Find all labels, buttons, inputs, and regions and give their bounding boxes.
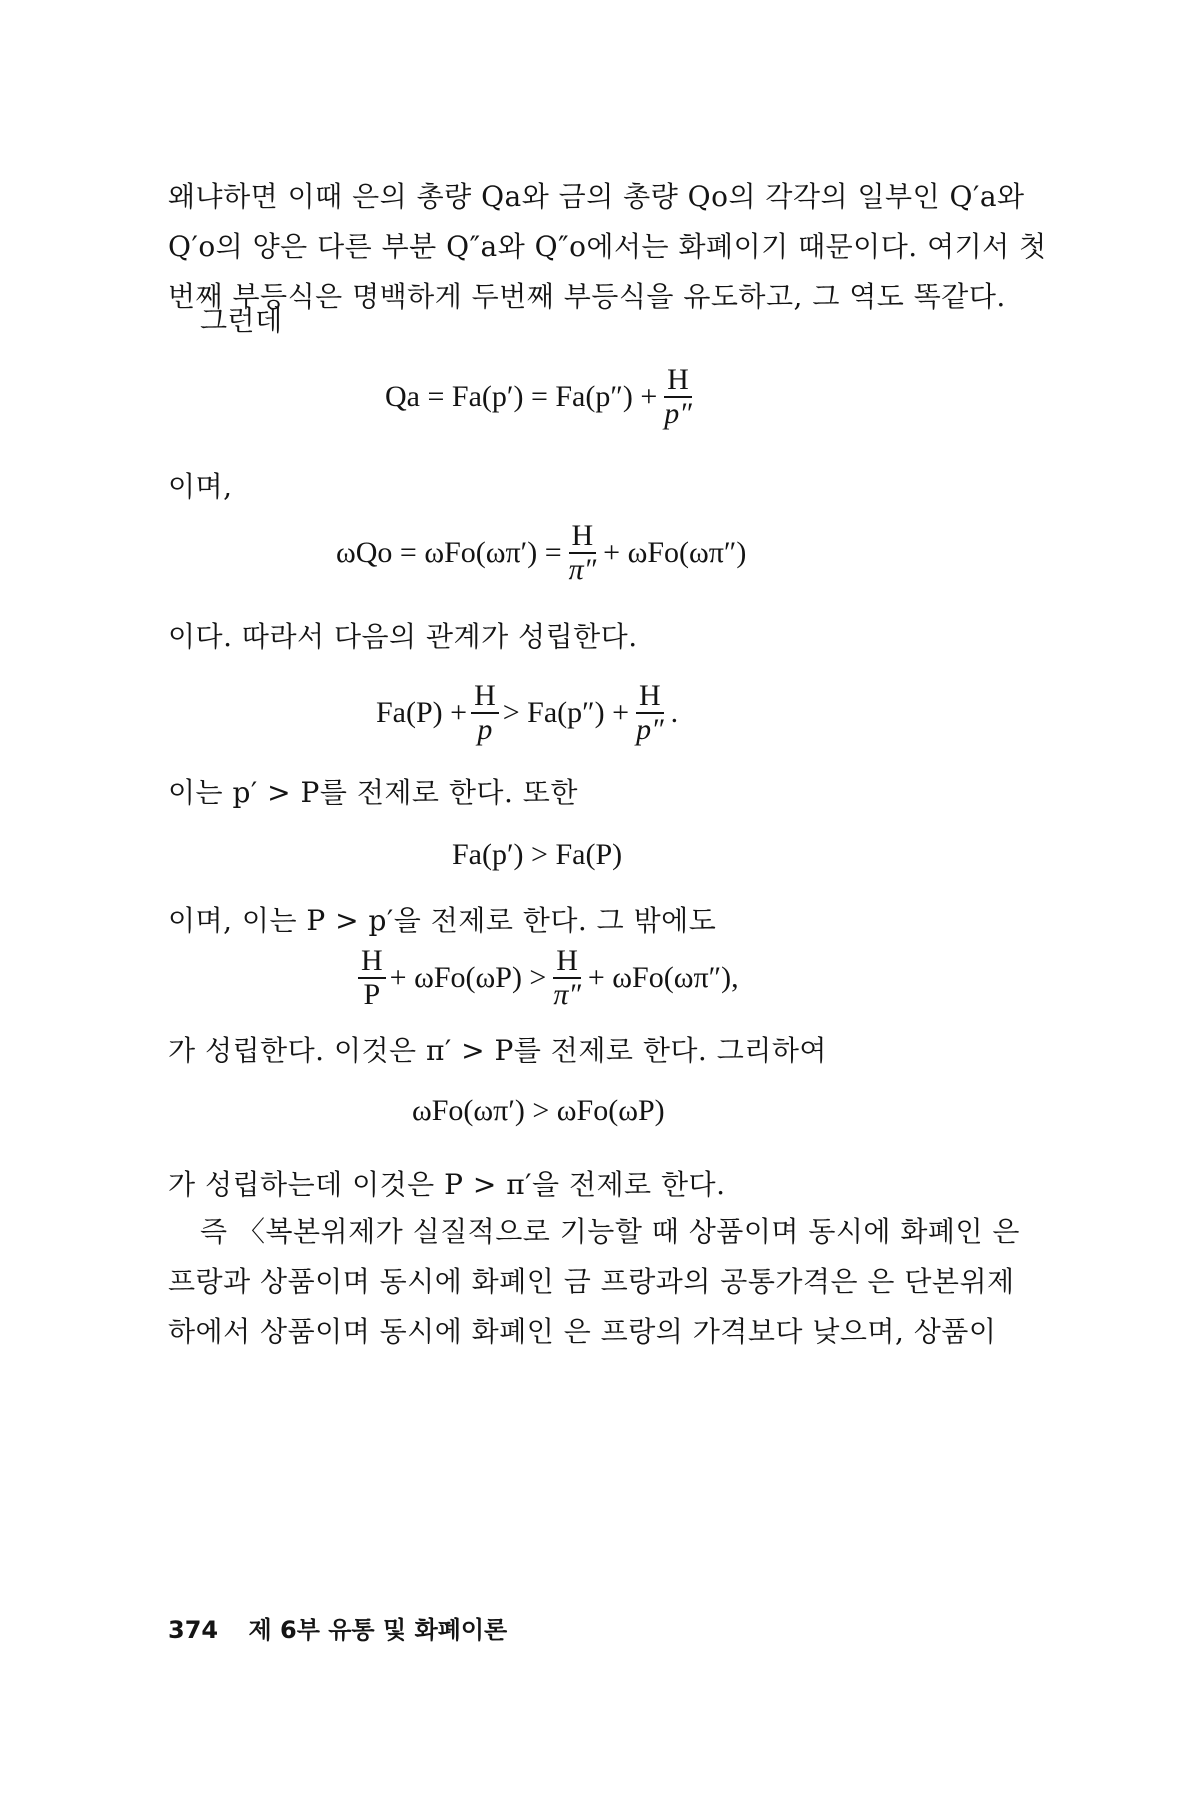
paragraph-1-line-3: 번째 부등식은 명백하게 두번째 부등식을 유도하고, 그 역도 똑같다. [168,280,1006,313]
equation-4: Fa(p′) > Fa(P) [452,838,623,871]
text-premise-1: 이는 p′ > P를 전제로 한다. 또한 [168,776,578,809]
text-then: 그런데 [200,304,283,337]
equation-5-denominator-1: P [363,977,381,1011]
equation-5 [354,945,739,1010]
equation-2-fraction [566,520,600,585]
equation-5-middle: + ωFo(ωP) > [389,960,547,994]
paragraph-2-line-2: 프랑과 상품이며 동시에 화폐인 금 프랑과의 공통가격은 은 단본위제 [168,1265,1015,1298]
page-footer [168,1610,507,1645]
equation-5-fraction-1 [358,945,386,1010]
equation-5-numerator-2: H [553,945,581,979]
paragraph-1-line-1: 왜냐하면 이때 은의 총량 Qa와 금의 총량 Qo의 각각의 일부인 Q′a와 [168,180,1025,213]
equation-3-denominator-2: p″ [636,712,664,746]
equation-3-numerator-2: H [636,680,664,714]
text-premise-3: 가 성립한다. 이것은 π′ > P를 전제로 한다. 그리하여 [168,1034,827,1067]
equation-2 [336,520,746,585]
equation-5-numerator-1: H [358,945,386,979]
equation-5-denominator-2: π″ [553,977,581,1011]
equation-5-end: + ωFo(ωπ″), [587,960,739,994]
text-and: 이며, [168,470,233,503]
paragraph-2 [168,1207,1048,1357]
text-premise-2: 이며, 이는 P > p′을 전제로 한다. 그 밖에도 [168,904,717,937]
equation-1-denominator: p″ [664,396,692,430]
equation-3-fraction-2 [633,680,667,745]
section-title: 제 6부 유통 및 화폐이론 [248,1616,508,1644]
equation-1-numerator: H [664,364,692,398]
equation-2-rhs: + ωFo(ωπ″) [603,535,747,569]
equation-2-lhs: ωQo = ωFo(ωπ′) = [336,535,562,569]
equation-6: ωFo(ωπ′) > ωFo(ωP) [412,1094,665,1127]
equation-3-numerator-1: H [471,680,499,714]
paragraph-1-line-2: Q′o의 양은 다른 부분 Q″a와 Q″o에서는 화폐이기 때문이다. 여기서 첫 [168,230,1047,263]
text-relation: 이다. 따라서 다음의 관계가 성립한다. [168,620,638,653]
text-premise-4: 가 성립하는데 이것은 P > π′을 전제로 한다. [168,1168,726,1201]
equation-3-lhs: Fa(P) + [376,695,468,729]
equation-5-fraction-2 [550,945,584,1010]
page-number: 374 [168,1616,219,1644]
equation-2-denominator: π″ [568,552,597,586]
paragraph-2-line-3: 하에서 상품이며 동시에 화폐인 은 프랑의 가격보다 낮으며, 상품이 [168,1315,997,1348]
equation-3-fraction-1 [471,680,499,745]
paragraph-2-line-1: 즉 〈복본위제가 실질적으로 기능할 때 상품이며 동시에 화폐인 은 [200,1215,1020,1248]
equation-3-middle: > Fa(p″) + [502,695,630,729]
equation-3-end: . [670,695,679,729]
equation-1-fraction [661,364,695,429]
equation-1-lhs: Qa = Fa(p′) = Fa(p″) + [385,379,658,413]
equation-2-numerator: H [569,520,597,554]
equation-3 [376,680,678,745]
equation-3-denominator-1: p [477,712,493,746]
equation-1 [385,364,699,429]
